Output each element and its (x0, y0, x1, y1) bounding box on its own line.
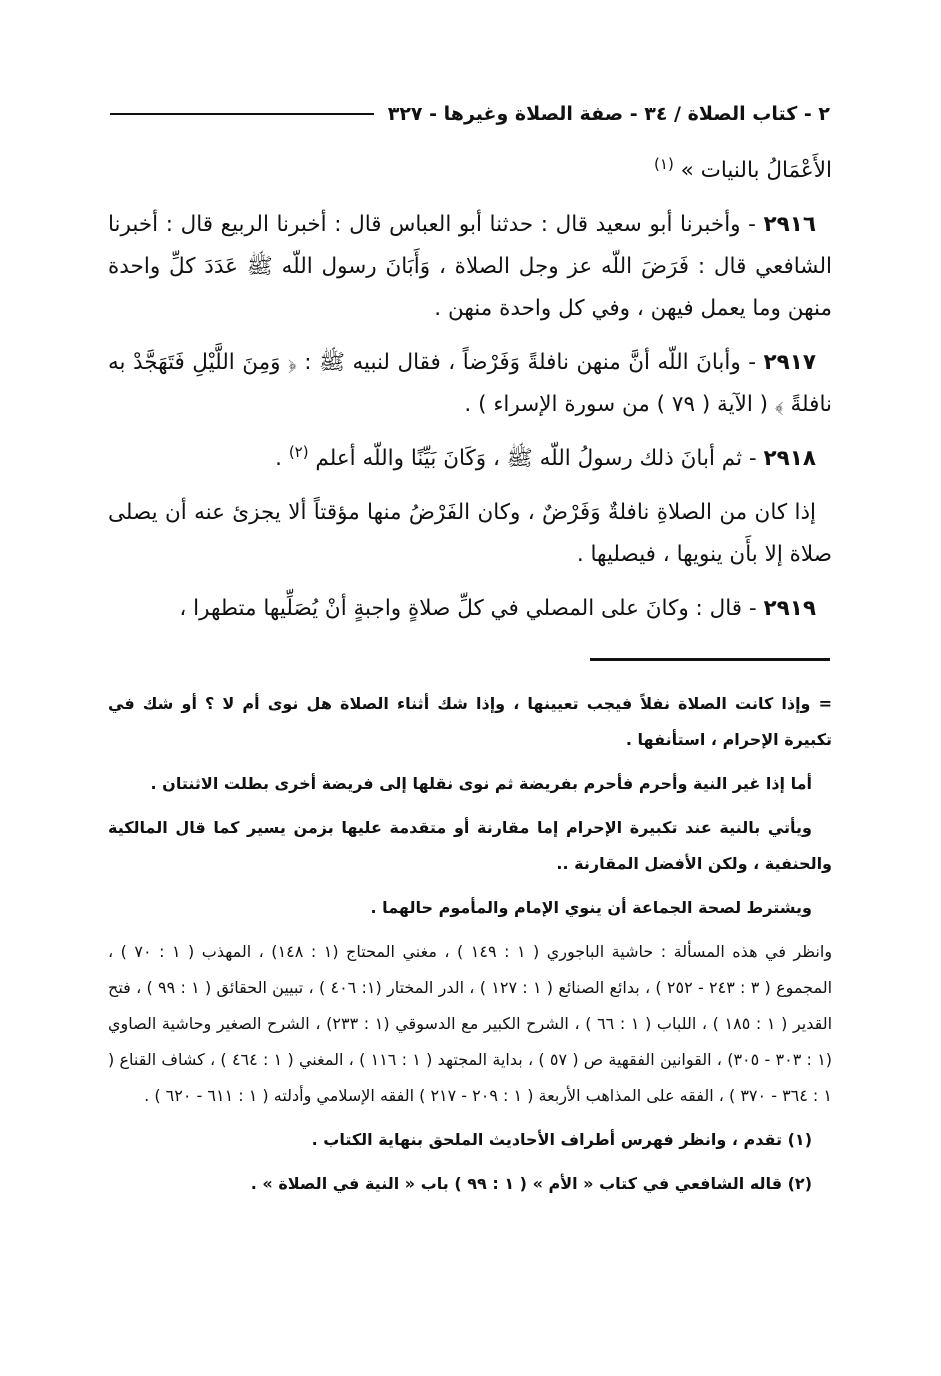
footnote-paragraph: ويشترط لصحة الجماعة أن ينوي الإمام والمأموم حالهما . (370, 898, 812, 917)
hadith-text: - وأخبرنا أبو سعيد قال : حدثنا أبو العباس قال : أخبرنا الربيع قال : أخبرنا الشافعي قال : فَرَضَ اللّه عز وجل الصلاة ، وَأَبَانَ رسول اللّه ﷺ عَدَدَ كلِّ واحدة منهن وما يعمل فيهن ، وفي كل واحدة منهن . (108, 212, 832, 321)
main-text (108, 150, 832, 642)
footnote-1: (١) تقدم ، وانظر فهرس أطراف الأحاديث الملحق بنهاية الكتاب . (311, 1130, 812, 1149)
hadith-text-end: . (275, 446, 289, 471)
footnote-paragraph: = وإذا كانت الصلاة نفلاً فيجب تعيينها ، وإذا شك أثناء الصلاة هل نوى أم لا ؟ أو شك في تكبيرة الإحرام ، استأنفها . (108, 694, 832, 749)
paragraph-text: الأَعْمَالُ بالنيات » (673, 158, 832, 183)
hadith-text: - قال : وكانَ على المصلي في كلِّ صلاةٍ واجبةٍ أنْ يُصَلِّيها متطهرا ، (179, 596, 764, 621)
footnote-paragraph: ويأتي بالنية عند تكبيرة الإحرام إما مقارنة أو متقدمة عليها بزمن يسير كما قال المالكية والحنفية ، ولكن الأفضل المقارنة .. (108, 818, 832, 873)
footnote-paragraph: أما إذا غير النية وأحرم فأحرم بفريضة ثم نوى نقلها إلى فريضة أخرى بطلت الاثنتان . (150, 774, 812, 793)
hadith-2917 (108, 342, 832, 426)
footnote-references: وانظر في هذه المسألة : حاشية الباجوري ( ١ : ١٤٩ ) ، مغني المحتاج (١ : ١٤٨) ، المهذب ( ١ : ٧٠ ) ، المجموع ( ٣ : ٢٤٣ - ٢٥٢ ) ، بدائع الصنائع ( ١ : ١٢٧ ) ، الدر المختار (١: ٤٠٦ ) ، تبيين الحقائق ( ١ : ٩٩ ) ، فتح القدير ( ١ : ١٨٥ ) ، اللباب ( ١ : ٦٦ ) ، الشرح الكبير مع الدسوقي (١ : ٢٣٣) ، الشرح الصغير وحاشية الصاوي (١ : ٣٠٣ - ٣٠٥) ، القوانين الفقهية ص ( ٥٧ ) ، بداية المجتهد ( ١ : ١١٦ ) ، المغني ( ١ : ٤٦٤ ) ، كشاف القناع ( ١ : ٣٦٤ - ٣٧٠ ) ، الفقه على المذاهب الأربعة ( ١ : ٢٠٩ - ٢١٧ ) الفقه الإسلامي وأدلته ( ١ : ٦١١ - ٦٢٠ ) . (108, 942, 833, 1105)
header-title: ٢ - كتاب الصلاة / ٣٤ - صفة الصلاة وغيرها - ٣٢٧ (387, 103, 830, 125)
footnotes (108, 686, 832, 1210)
hadith-number: ٢٩١٩ (763, 596, 816, 621)
running-header (110, 96, 830, 132)
header-rule (110, 113, 374, 115)
hadith-text: - ثم أبانَ ذلك رسولُ اللّه ﷺ ، وَكَانَ بَيِّنًا واللّه أعلم (308, 446, 764, 471)
hadith-2918 (108, 438, 832, 480)
hadith-2919 (108, 588, 832, 630)
footnote-2: (٢) قاله الشافعي في كتاب « الأم » ( ١ : ٩٩ ) باب « النية في الصلاة » . (250, 1174, 812, 1193)
paragraph: إذا كان من الصلاةِ نافلةٌ وَفَرْضٌ ، وكان الفَرْضُ منها مؤقتاً ألا يجزئ عنه أن يصلى صلاة إلا بأَن ينويها ، فيصليها . (108, 500, 832, 567)
footnote-marker: (٢) (288, 442, 309, 461)
hadith-number: ٢٩١٦ (763, 212, 816, 237)
hadith-number: ٢٩١٧ (763, 350, 816, 375)
footnote-separator (590, 658, 830, 661)
paragraph-continuation (108, 150, 832, 192)
footnote-marker: (١) (654, 154, 674, 173)
hadith-number: ٢٩١٨ (763, 446, 816, 471)
hadith-text: - وأبانَ اللّه أنَّ منهن نافلةً وَفَرْضاً ، فقال لنبيه ﷺ : ﴿ وَمِنَ اللَّيْلِ فَتَهَجَّدْ به نافلةً ﴾ ( الآية ( ٧٩ ) من سورة الإسراء ) . (108, 350, 832, 417)
hadith-2916 (108, 204, 832, 330)
